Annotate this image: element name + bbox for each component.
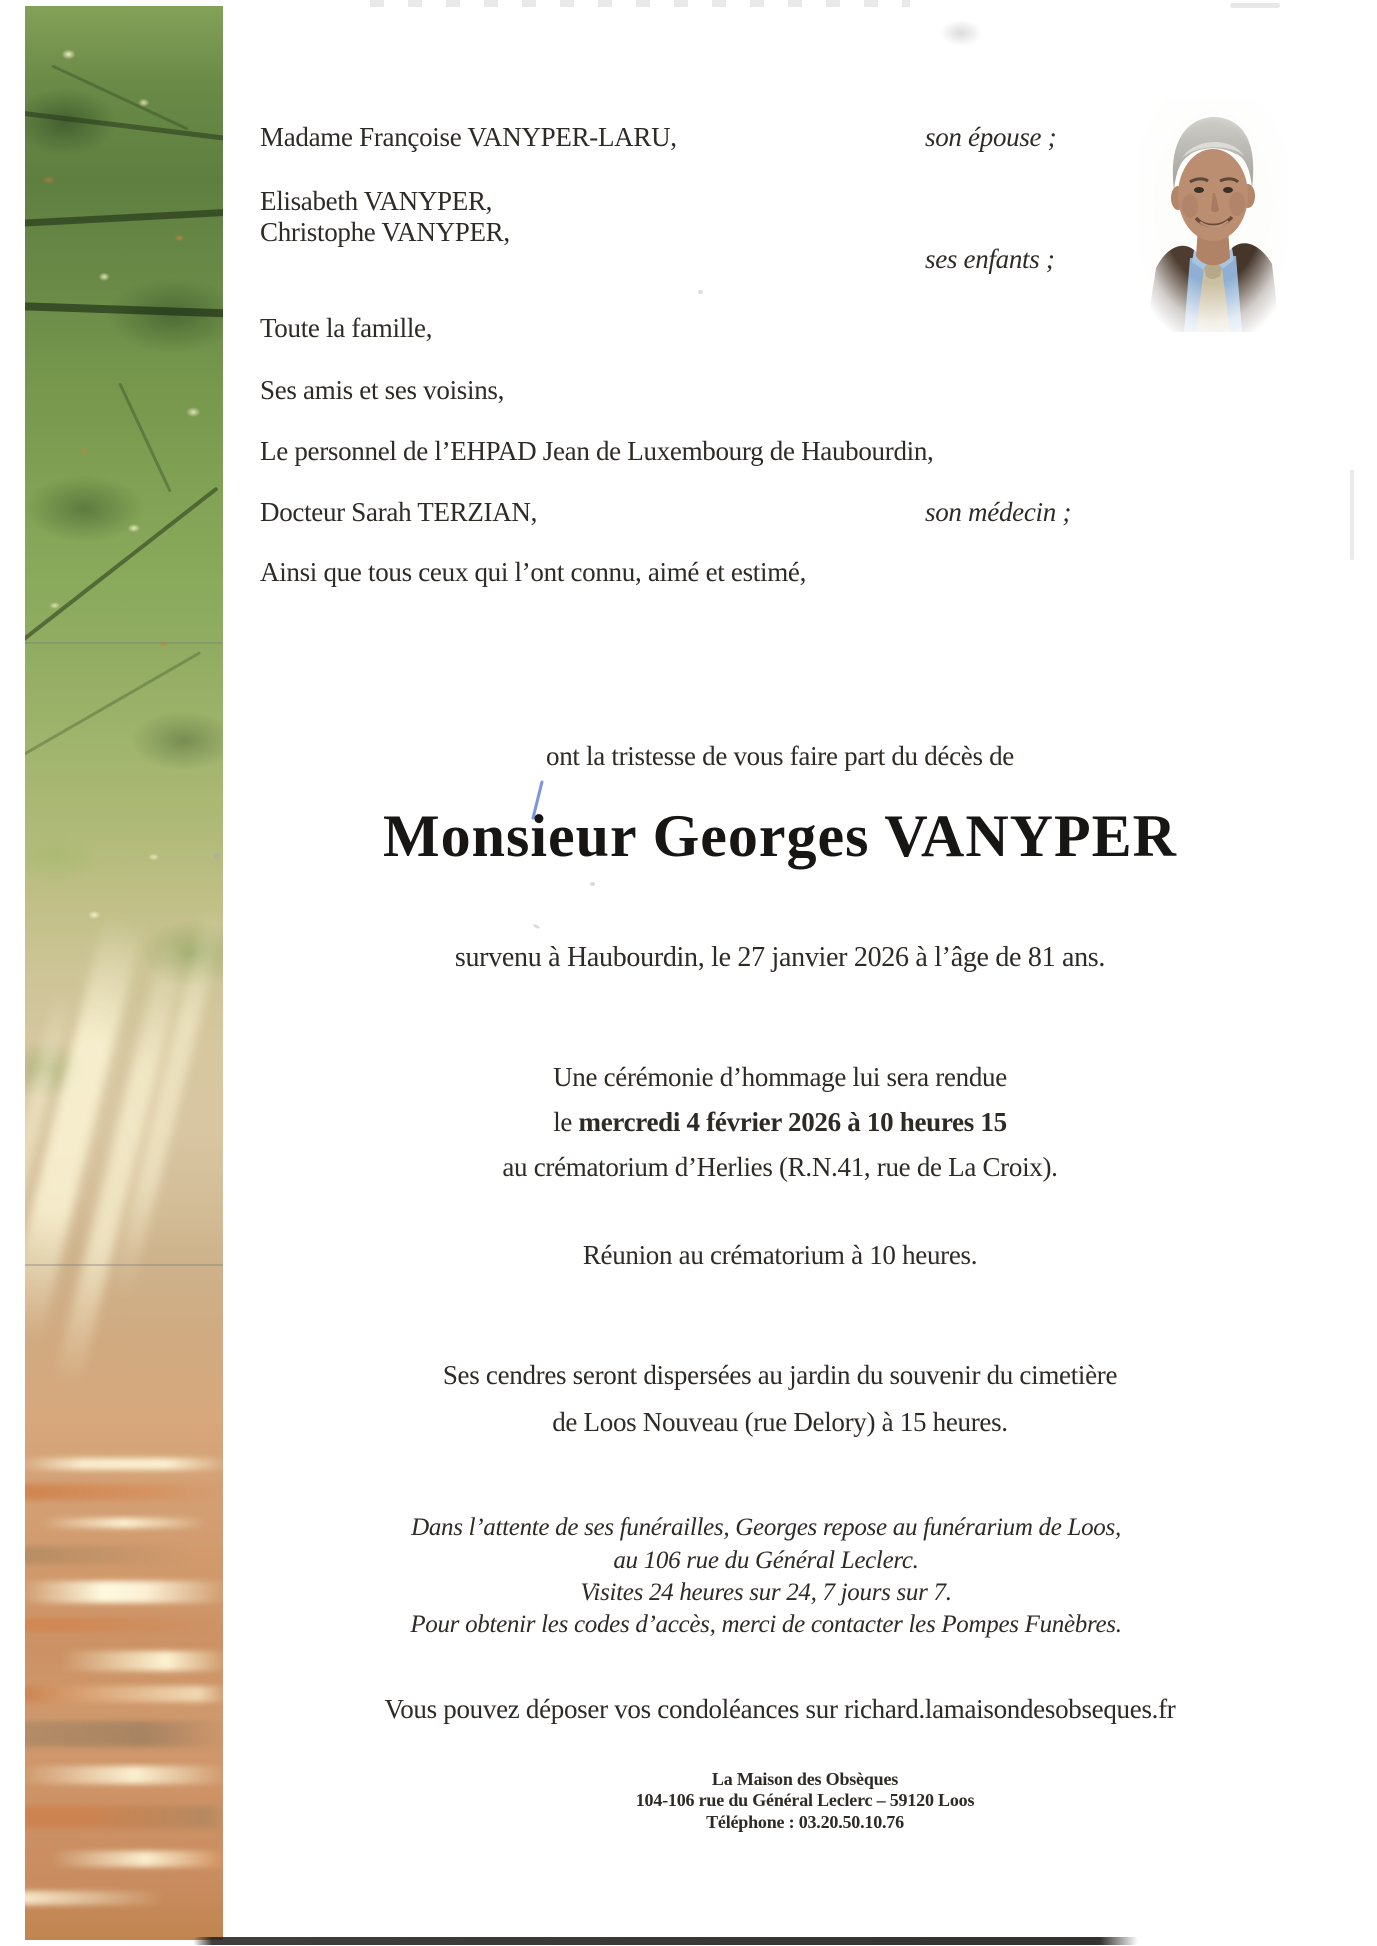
doctor-name-line: Docteur Sarah TERZIAN,	[260, 497, 538, 527]
ashes-line2: de Loos Nouveau (rue Delory) à 15 heures.	[552, 1407, 1008, 1437]
branch-shape	[25, 486, 219, 649]
wife-name-line: Madame Françoise VANYPER-LARU,	[260, 122, 677, 152]
child1-name-line: Elisabeth VANYPER,	[260, 186, 493, 216]
scan-speck	[214, 854, 220, 859]
portrait-photo-image	[1138, 98, 1288, 332]
scan-bottom-edge-shadow	[193, 1937, 1138, 1945]
path-streak	[25, 1891, 223, 1905]
funerarium-line4: Pour obtenir les codes d’accès, merci de contacter les Pompes Funèbres.	[410, 1611, 1122, 1638]
path-streak	[25, 1458, 223, 1470]
scan-speck	[698, 290, 703, 294]
ceremony-line3: au crématorium d’Herlies (R.N.41, rue de La Croix).	[502, 1152, 1058, 1182]
scan-artifact-dash	[1230, 3, 1280, 8]
children-relation-label: ses enfants ;	[925, 244, 1055, 274]
branch-shape	[25, 207, 223, 227]
path-streak	[25, 1851, 223, 1867]
footer-phone: Téléphone : 03.20.50.10.76	[706, 1812, 904, 1832]
path-streak	[25, 1766, 223, 1784]
path-streak	[25, 1651, 223, 1671]
announcement-intro: ont la tristesse de vous faire part du décès de	[546, 741, 1014, 771]
funerarium-line3: Visites 24 heures sur 24, 7 jours sur 7.	[580, 1579, 952, 1606]
condolences-line: Vous pouvez déposer vos condoléances sur richard.lamaisondesobseques.fr	[384, 1694, 1176, 1724]
child2-name-line: Christophe VANYPER,	[260, 217, 510, 247]
ceremony-line2	[190, 1107, 1370, 1138]
doctor-relation-label: son médecin ;	[925, 497, 1072, 527]
deceased-name-title: Monsieur Georges VANYPER	[383, 803, 1177, 869]
scan-speck	[533, 924, 541, 930]
ceremony-line1: Une cérémonie d’hommage lui sera rendue	[553, 1062, 1007, 1092]
path-streak	[25, 1484, 223, 1500]
death-details-line: survenu à Haubourdin, le 27 janvier 2026 à l’âge de 81 ans.	[454, 942, 1106, 973]
ceremony-meeting-line: Réunion au crématorium à 10 heures.	[582, 1240, 978, 1270]
photo-seam-line	[25, 642, 223, 644]
branch-shape	[25, 651, 201, 764]
footer-company-name: La Maison des Obsèques	[711, 1769, 899, 1789]
branch-shape	[25, 302, 223, 318]
scan-artifact-top-dashes	[370, 0, 910, 7]
funerarium-line2: au 106 rue du Général Leclerc.	[613, 1547, 919, 1574]
scan-artifact-smudge	[940, 20, 982, 46]
scan-streak-right-edge	[1350, 470, 1354, 560]
ceremony-date-bold: mercredi 4 février 2026 à 10 heures 15	[578, 1107, 1007, 1137]
friends-line: Ses amis et ses voisins,	[260, 375, 505, 405]
others-line: Ainsi que tous ceux qui l’ont connu, aimé et estimé,	[260, 557, 807, 587]
portrait-photo	[1138, 98, 1288, 332]
ashes-line1: Ses cendres seront dispersées au jardin du souvenir du cimetière	[442, 1360, 1118, 1390]
family-line: Toute la famille,	[260, 313, 433, 343]
path-streak	[25, 1806, 223, 1828]
funerarium-line1: Dans l’attente de ses funérailles, Georges repose au funérarium de Loos,	[411, 1514, 1121, 1541]
branch-shape	[118, 382, 171, 492]
branch-shape	[25, 109, 223, 143]
scan-speck	[590, 882, 595, 886]
wife-relation-label: son épouse ;	[925, 122, 1057, 152]
ceremony-line2-prefix: le	[553, 1107, 579, 1137]
staff-line: Le personnel de l’EHPAD Jean de Luxembourg de Haubourdin,	[260, 436, 934, 466]
footer-address: 104-106 rue du Général Leclerc – 59120 Loos	[635, 1790, 975, 1810]
